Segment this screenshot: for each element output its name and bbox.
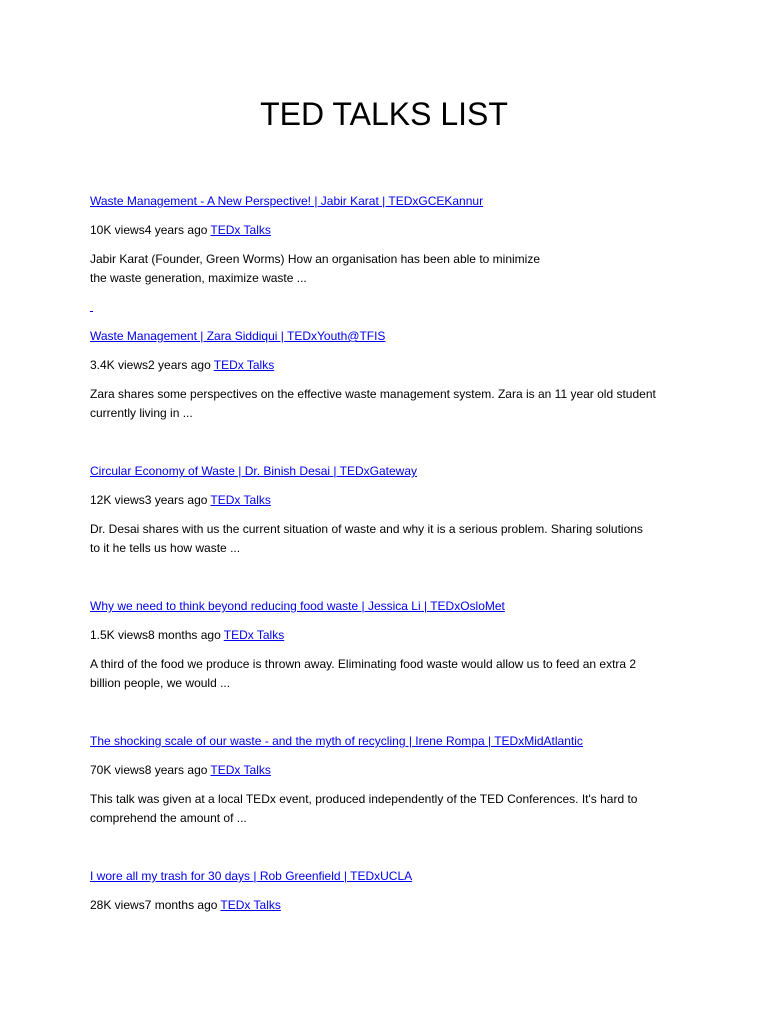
- talk-description: [90, 655, 730, 693]
- talk-description: [90, 385, 730, 423]
- description-line: to it he tells us how waste ...: [90, 541, 241, 555]
- description-line: Jabir Karat (Founder, Green Worms) How an organisation has been able to minimize: [90, 252, 540, 266]
- talk-item: [90, 327, 730, 462]
- channel-link[interactable]: TEDx Talks: [223, 628, 285, 642]
- talk-title-row: [90, 597, 730, 616]
- talk-meta: [90, 356, 730, 375]
- talk-title-link[interactable]: Waste Management | Zara Siddiqui | TEDxYouth@TFIS: [90, 329, 386, 343]
- talk-title-link[interactable]: Waste Management - A New Perspective! | Jabir Karat | TEDxGCEKannur: [90, 194, 484, 208]
- talk-meta: [90, 761, 730, 780]
- view-count: 3.4K views: [90, 358, 149, 372]
- description-line: billion people, we would ...: [90, 676, 231, 690]
- page-title: TED TALKS LIST: [260, 96, 508, 132]
- channel-link[interactable]: TEDx Talks: [210, 223, 271, 237]
- view-count: 28K views: [90, 898, 145, 912]
- upload-age: 8 years ago: [144, 763, 208, 777]
- talk-title-row: [90, 462, 730, 481]
- description-line: This talk was given at a local TEDx event, produced independently of the TED Conferences. It's hard to: [90, 792, 638, 806]
- upload-age: 3 years ago: [144, 493, 208, 507]
- upload-age: 8 months ago: [148, 628, 221, 642]
- talk-description: [90, 790, 730, 828]
- empty-link[interactable]: [90, 299, 93, 312]
- view-count: 12K views: [90, 493, 145, 507]
- channel-link[interactable]: TEDx Talks: [213, 358, 275, 372]
- talk-title-row: [90, 867, 730, 886]
- talk-item: [90, 597, 730, 732]
- talk-item: [90, 192, 730, 327]
- channel-link[interactable]: TEDx Talks: [210, 493, 271, 507]
- description-line: Zara shares some perspectives on the effective waste management system. Zara is an 11 year old student: [90, 387, 656, 401]
- description-line: the waste generation, maximize waste ...: [90, 271, 307, 285]
- talk-title-link[interactable]: The shocking scale of our waste - and the myth of recycling | Irene Rompa | TEDxMidAtlantic: [90, 734, 583, 748]
- description-line: comprehend the amount of ...: [90, 811, 247, 825]
- talk-meta: [90, 491, 730, 510]
- description-line: Dr. Desai shares with us the current situation of waste and why it is a serious problem. Sharing solutions: [90, 522, 643, 536]
- channel-link[interactable]: TEDx Talks: [210, 763, 271, 777]
- talk-meta: [90, 626, 730, 645]
- talk-meta: [90, 221, 730, 240]
- talk-title-row: [90, 192, 730, 211]
- talk-description: [90, 250, 730, 288]
- talk-title-link[interactable]: I wore all my trash for 30 days | Rob Greenfield | TEDxUCLA: [90, 869, 413, 883]
- upload-age: 2 years ago: [148, 358, 211, 372]
- view-count: 10K views: [90, 223, 145, 237]
- channel-link[interactable]: TEDx Talks: [220, 898, 281, 912]
- view-count: 1.5K views: [90, 628, 149, 642]
- talk-list: [90, 192, 730, 1002]
- talk-item: [90, 732, 730, 867]
- talk-item: [90, 462, 730, 597]
- upload-age: 4 years ago: [144, 223, 208, 237]
- upload-age: 7 months ago: [144, 898, 218, 912]
- talk-title-link[interactable]: Why we need to think beyond reducing food waste | Jessica Li | TEDxOsloMet: [90, 599, 505, 613]
- talk-title-row: [90, 327, 730, 346]
- view-count: 70K views: [90, 763, 145, 777]
- description-line: currently living in ...: [90, 406, 193, 420]
- talk-meta: [90, 896, 730, 915]
- talk-title-link[interactable]: Circular Economy of Waste | Dr. Binish Desai | TEDxGateway: [90, 464, 418, 478]
- talk-item: [90, 867, 730, 1002]
- talk-description: [90, 520, 730, 558]
- description-line: A third of the food we produce is thrown away. Eliminating food waste would allow us to feed an extra 2: [90, 657, 637, 671]
- talk-title-row: [90, 732, 730, 751]
